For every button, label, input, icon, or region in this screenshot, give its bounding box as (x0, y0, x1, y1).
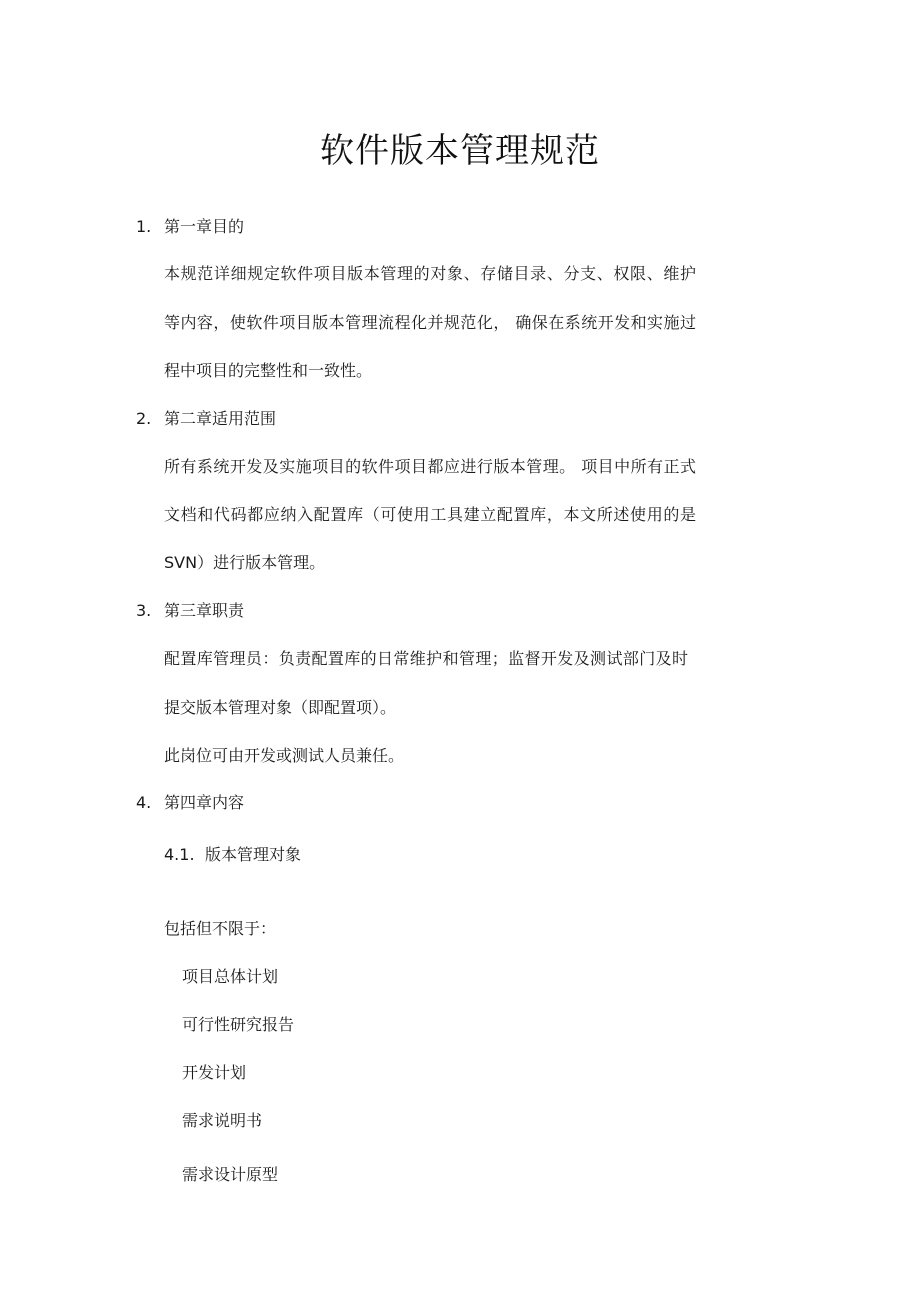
paragraph-line: 等内容，使软件项目版本管理流程化并规范化， 确保在系统开发和实施过 (164, 313, 696, 332)
chapter-heading (136, 792, 244, 814)
paragraph-line: 提交版本管理对象（即配置项）。 (164, 698, 397, 717)
list-item: 可行性研究报告 (182, 1015, 295, 1034)
paragraph-line: 配置库管理员：负责配置库的日常维护和管理；监督开发及测试部门及时 (164, 649, 688, 668)
chapter-heading (136, 408, 276, 430)
document-title: 软件版本管理规范 (320, 131, 600, 171)
paragraph-line: 此岗位可由开发或测试人员兼任。 (164, 746, 405, 765)
paragraph-line: SVN）进行版本管理。 (164, 553, 326, 572)
list-item: 项目总体计划 (182, 967, 279, 986)
list-intro: 包括但不限于： (164, 919, 277, 938)
chapter-heading (136, 600, 244, 622)
paragraph-line: 程中项目的完整性和一致性。 (164, 361, 373, 380)
chapter-number: 4. (136, 793, 152, 812)
chapter-title: 第三章职责 (164, 601, 245, 620)
chapter-number: 3. (136, 601, 152, 620)
section-title: 版本管理对象 (205, 845, 302, 864)
section-heading (164, 844, 301, 866)
paragraph-line: 所有系统开发及实施项目的软件项目都应进行版本管理。 项目中所有正式 (164, 457, 696, 476)
section-number: 4.1. (164, 845, 195, 864)
chapter-number: 2. (136, 409, 152, 428)
paragraph-line: 本规范详细规定软件项目版本管理的对象、存储目录、分支、权限、维护 (164, 264, 696, 283)
list-item: 需求设计原型 (182, 1165, 279, 1184)
chapter-title: 第一章目的 (164, 217, 245, 236)
chapter-title: 第二章适用范围 (164, 409, 277, 428)
paragraph-line: 文档和代码都应纳入配置库（可使用工具建立配置库，本文所述使用的是 (164, 505, 696, 524)
list-item: 需求说明书 (182, 1111, 263, 1130)
chapter-heading (136, 216, 244, 238)
chapter-title: 第四章内容 (164, 793, 245, 812)
chapter-number: 1. (136, 217, 152, 236)
list-item: 开发计划 (182, 1063, 247, 1082)
